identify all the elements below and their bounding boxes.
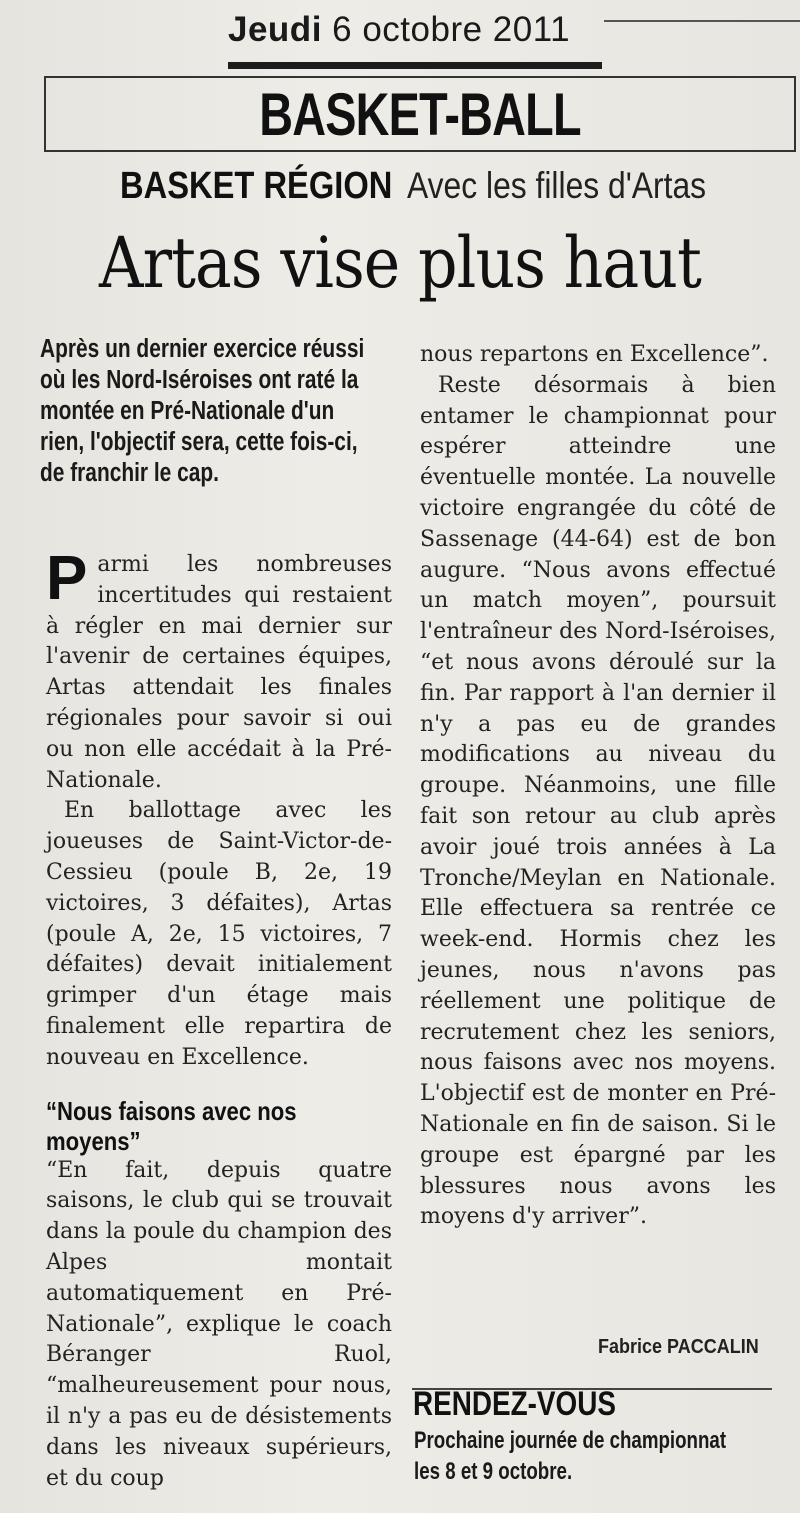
paragraph-2: En ballottage avec les joueuses de Saint-Victor-de-Cessieu (poule B, 2e, 19 victoires, 3 défaites), Artas (poule A, 2e, 15 victoires, 7 défaites) devait initialement grimper d'un étage mais finalement elle repartira de nouveau en Excellence. (46, 798, 392, 1070)
rendezvous-title: RENDEZ-VOUS (413, 1385, 616, 1423)
top-rule (604, 20, 800, 22)
date-underline (228, 62, 602, 69)
date-day: Jeudi (228, 10, 322, 49)
kicker-category: BASKET RÉGION (120, 165, 393, 207)
kicker (120, 165, 755, 208)
author-byline: Fabrice PACCALIN (598, 1336, 759, 1358)
paragraph-3-continued: nous repartons en Excellence”. (420, 342, 769, 367)
drop-cap: P (46, 544, 88, 613)
date-rest: 6 octobre 2011 (332, 10, 571, 49)
paragraph-3: “En fait, depuis quatre saisons, le club qui se trouvait dans la poule du champion des Alpes montait automatiquement en Pré-Nationale”, explique le coach Béranger Ruol, “malheureusement pour nous, il n'y a pas eu de désistements dans les niveaux supérieurs, et du coup (46, 1157, 392, 1491)
rendezvous-text: Prochaine journée de championnat les 8 et 9 octobre. (414, 1427, 727, 1485)
issue-date (228, 10, 570, 50)
paragraph-1-text: armi les nombreuses incertitudes qui restaient à régler en mai dernier sur l'avenir de certaines équipes, Artas attendait les finales régionales pour savoir si oui ou non elle accédait à la Pré-Nationale. (46, 552, 392, 793)
section-title: BASKET-BALL (259, 81, 581, 148)
article-column-2 (420, 340, 776, 1233)
section-banner (44, 76, 796, 152)
article-lead: Après un dernier exercice réussi où les Nord-Iséroises ont raté la montée en Pré-Nationale d'un rien, l'objectif sera, cette fois-ci, de franchir le cap. (40, 335, 365, 487)
paragraph-4: Reste désormais à bien entamer le championnat pour espérer atteindre une éventuelle montée. La nouvelle victoire engrangée du côté de Sassenage (44-64) est de bon augure. “Nous avons effectué un match moyen”, poursuit l'entraîneur des Nord-Iséroises, “et nous avons déroulé sur la fin. Par rapport à l'an dernier il n'y a pas eu de grandes modifications au niveau du groupe. Néanmoins, une fille fait son retour au club après avoir joué trois années à La Tronche/Meylan en Nationale. Elle effectuera sa rentrée ce week-end. Hormis chez les jeunes, nous n'avons pas réellement une politique de recrutement chez les seniors, nous faisons avec nos moyens. L'objectif est de monter en Pré-Nationale en fin de saison. Si le groupe est épargné par les blessures nous avons les moyens d'y arriver”. (420, 372, 776, 1230)
article-column-1 (46, 544, 392, 1494)
paragraph-1 (46, 544, 392, 796)
kicker-subtitle: Avec les filles d'Artas (407, 165, 707, 206)
headline: Artas vise plus haut (98, 222, 701, 304)
subheading: “Nous faisons avec nos moyens” (46, 1095, 297, 1156)
